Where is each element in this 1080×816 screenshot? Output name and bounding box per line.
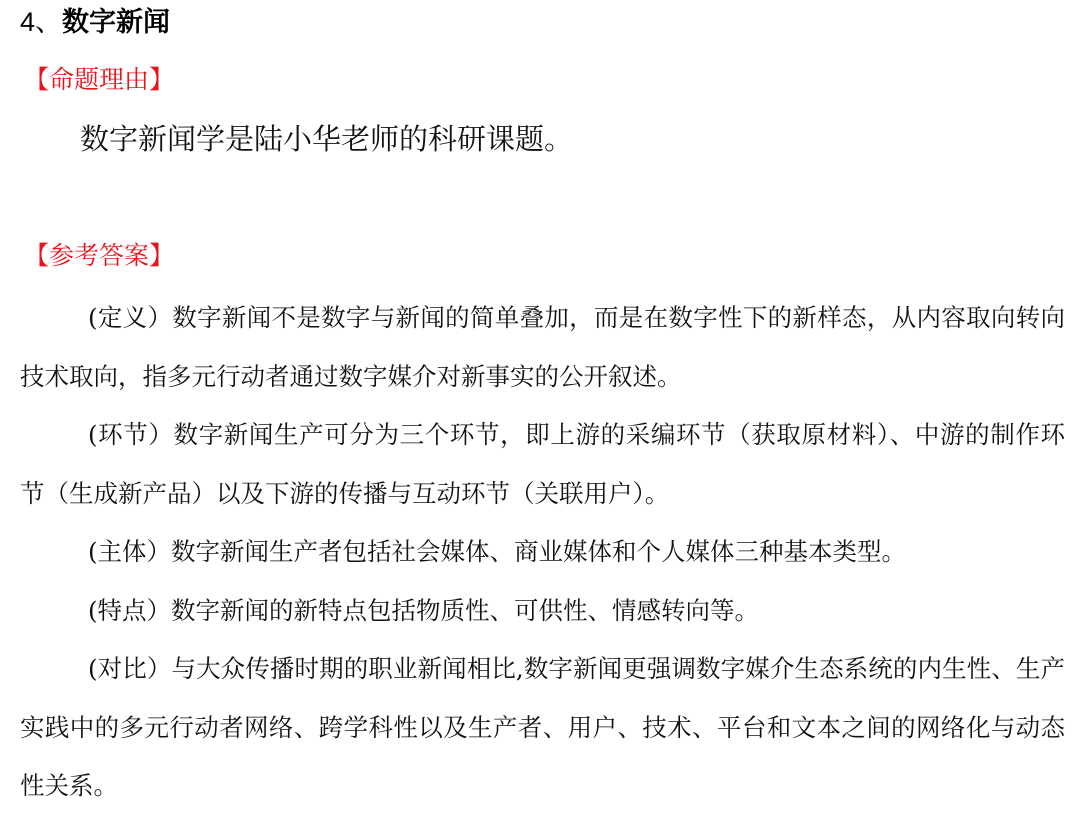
proposition-reason-text: 数字新闻学是陆小华老师的科研课题。 xyxy=(80,122,574,156)
answer-paragraph-comparison: (对比）与大众传播时期的职业新闻相比,数字新闻更强调数字媒介生态系统的内生性、生产实践中的多元行动者网络、跨学科性以及生产者、用户、技术、平台和文本之间的网络化与动态性关系。 xyxy=(20,654,1065,800)
proposition-reason-label: 【命题理由】 xyxy=(24,65,175,94)
reference-answer-body xyxy=(20,289,1065,816)
answer-paragraph-stages: (环节）数字新闻生产可分为三个环节，即上游的采编环节（获取原材料）、中游的制作环节（生成新产品）以及下游的传播与互动环节（关联用户）。 xyxy=(20,420,1065,508)
section-title: 数字新闻 xyxy=(62,7,171,38)
answer-paragraph-subjects: (主体）数字新闻生产者包括社会媒体、商业媒体和个人媒体三种基本类型。 xyxy=(88,537,907,566)
section-heading xyxy=(20,2,170,43)
section-number: 4、 xyxy=(20,7,63,37)
answer-paragraph-features: (特点）数字新闻的新特点包括物质性、可供性、情感转向等。 xyxy=(88,595,760,625)
reference-answer-label: 【参考答案】 xyxy=(24,241,175,270)
answer-paragraph-definition: (定义）数字新闻不是数字与新闻的简单叠加，而是在数字性下的新样态，从内容取向转向技术取向，指多元行动者通过数字媒介对新事实的公开叙述。 xyxy=(20,303,1065,391)
